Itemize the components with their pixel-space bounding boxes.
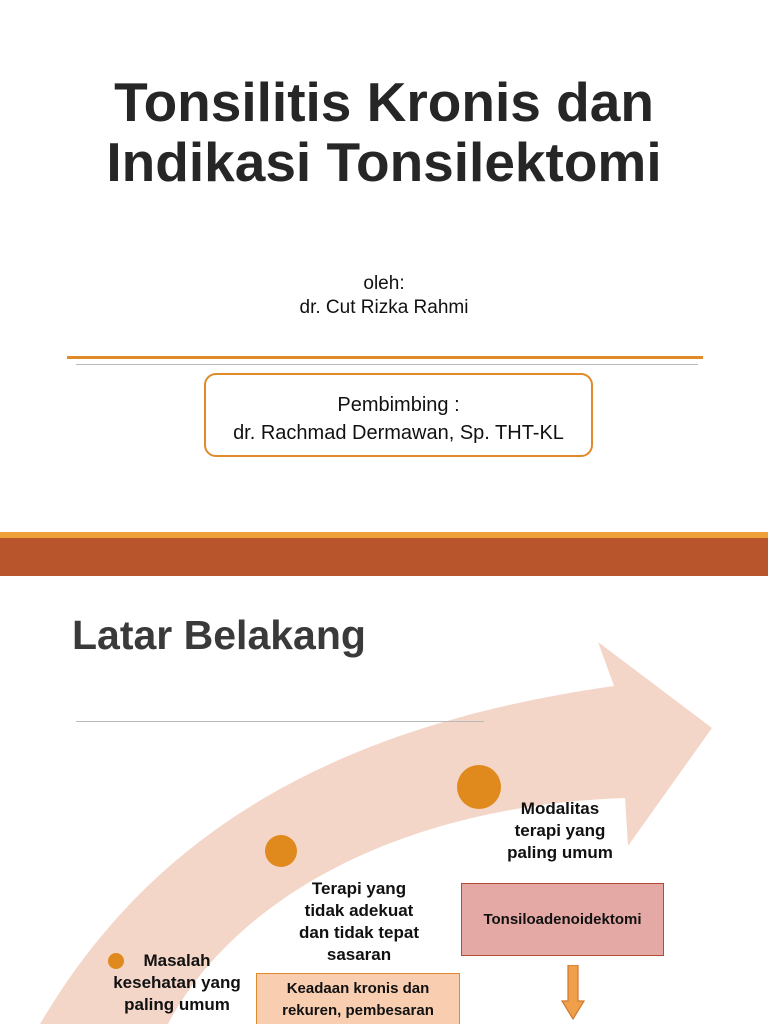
step-3-line-3: paling umum	[507, 843, 613, 862]
step-label-1	[104, 950, 250, 1016]
step-label-2	[290, 878, 428, 966]
author-block	[0, 272, 768, 320]
step-1-line-3: paling umum	[124, 995, 230, 1014]
step-2-line-4: sasaran	[326, 945, 392, 964]
tonsiloadenoidektomi-box: Tonsiloadenoidektomi	[461, 883, 664, 956]
supervisor-box	[204, 373, 593, 457]
supervisor-label: Pembimbing :	[337, 394, 460, 416]
supervisor-name: dr. Rachmad Dermawan, Sp. THT-KL	[233, 422, 564, 444]
keadaan-line-2: rekuren, pembesaran	[282, 1002, 434, 1019]
divider-orange	[67, 356, 703, 359]
author-name: dr. Cut Rizka Rahmi	[299, 297, 469, 318]
title-line-2: Indikasi Tonsilektomi	[106, 131, 662, 193]
title-line-1: Tonsilitis Kronis dan	[114, 71, 654, 133]
step-2-line-3: dan tidak tepat	[299, 923, 419, 942]
keadaan-box	[256, 973, 460, 1024]
step-3-line-1: Modalitas	[520, 799, 600, 818]
down-arrow-icon	[561, 965, 585, 1021]
keadaan-line-1: Keadaan kronis dan	[286, 980, 430, 997]
section-heading: Latar Belakang	[72, 612, 366, 658]
step-dot-2	[265, 835, 297, 867]
author-prefix: oleh:	[363, 273, 405, 294]
step-label-3	[490, 798, 630, 864]
divider-gray	[76, 364, 698, 365]
background-slide	[0, 576, 768, 1024]
step-1-line-2: kesehatan yang	[113, 973, 241, 992]
step-2-line-2: tidak adekuat	[304, 901, 414, 920]
slide-title	[0, 72, 768, 192]
heading-divider	[76, 721, 484, 722]
step-2-line-1: Terapi yang	[311, 879, 407, 898]
step-3-line-2: terapi yang	[514, 821, 606, 840]
slide-separator-band	[0, 538, 768, 576]
step-1-line-1: Masalah	[143, 951, 211, 970]
